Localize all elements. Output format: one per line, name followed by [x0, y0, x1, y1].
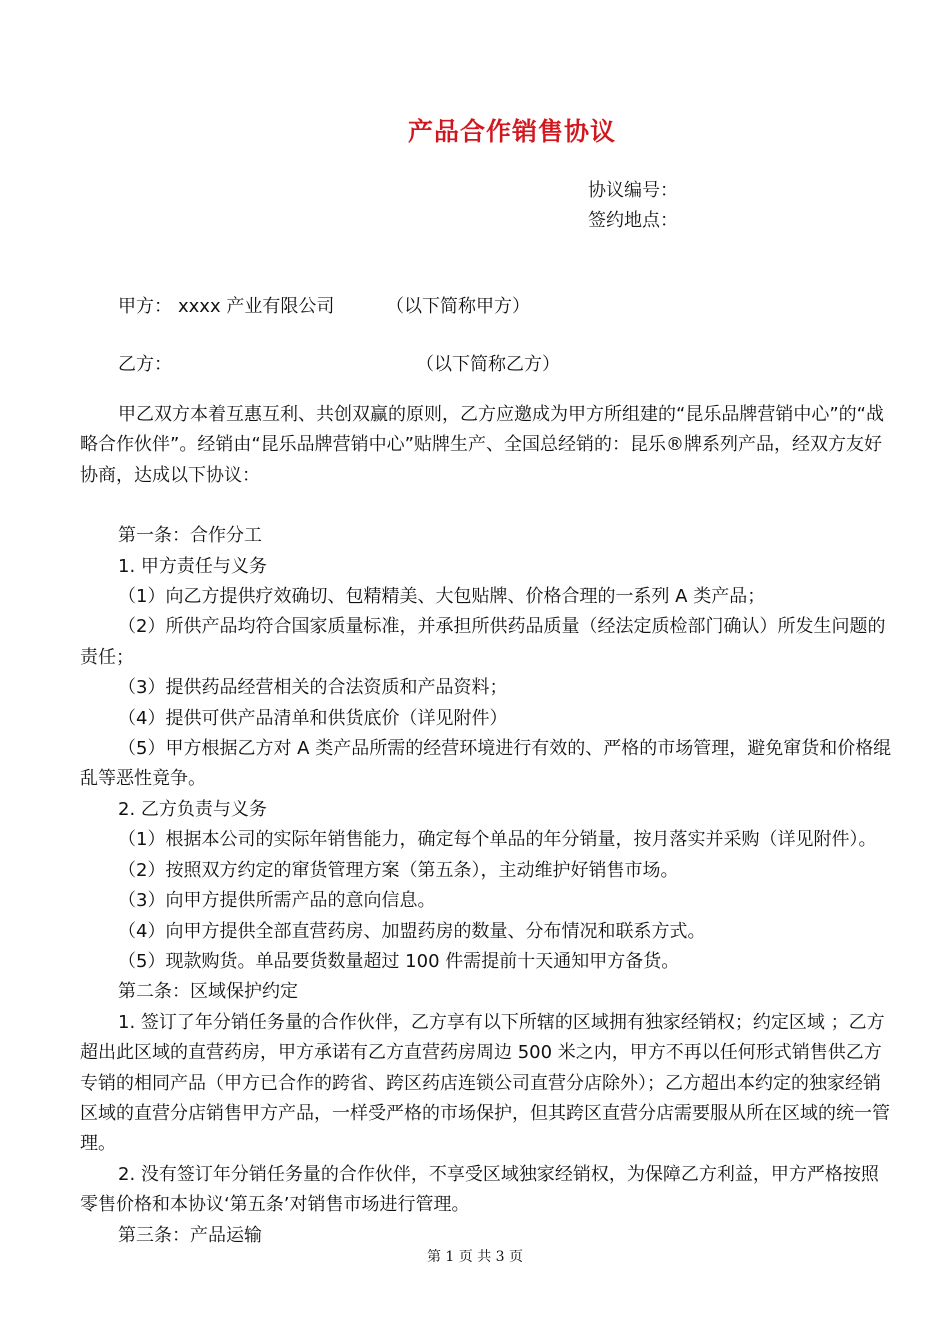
party-b-label: 乙方： [118, 354, 172, 375]
clause-item: 1. 签订了年分销任务量的合作伙伴，乙方享有以下所辖的区域拥有独家经销权；约定区域 ；乙方超出此区域的直营药房，甲方承诺有乙方直营药房周边 500 米之内，甲方不再以任何形式销售供乙方专销的相同产品（甲方已合作的跨省、跨区药店连锁公司直营分店除外）；乙方超出本约定的独家经销区域的直营分店销售甲方产品，一样受严格的市场保护，但其跨区直营分店需要服从所在区域的统一管理。 [80, 1011, 890, 1155]
clause-item: （3）提供药品经营相关的合法资质和产品资料； [118, 677, 508, 699]
party-a-name: xxxx 产业有限公司 [178, 296, 335, 317]
section-heading: 1. 甲方责任与义务 [118, 555, 267, 577]
clause-item: （5）甲方根据乙方对 A 类产品所需的经营环境进行有效的、严格的市场管理，避免窜货和价格绲乱等恶性竟争。 [80, 738, 892, 790]
party-a-row [118, 292, 530, 318]
clause-item: （1）根据本公司的实际年销售能力，确定每个单品的年分销量，按月落实并采购（详见附件）。 [118, 829, 877, 851]
clause-item: （4）提供可供产品清单和供货底价（详见附件） [118, 707, 508, 729]
party-a-label: 甲方： [118, 296, 172, 317]
clause-item: （4）向甲方提供全部直营药房、加盟药房的数量、分布情况和联系方式。 [118, 920, 706, 942]
signing-place-label: 签约地点： [588, 210, 678, 231]
article-1-heading: 第一条：合作分工 [118, 525, 262, 547]
intro-paragraph: 甲乙双方本着互惠互利、共创双赢的原则，乙方应邀成为甲方所组建的“昆乐品牌营销中心”的“战略合作伙伴”。经销由“昆乐品牌营销中心”贴牌生产、全国总经销的：昆乐®牌系列产品，经双方友好协商，达成以下协议： [80, 404, 884, 486]
page-footer: 第 1 页 共 3 页 [426, 1249, 524, 1265]
clause-item: （3）向甲方提供所需产品的意向信息。 [118, 890, 436, 912]
party-b-row [118, 350, 560, 376]
agreement-number-label: 协议编号： [588, 180, 678, 201]
article-2-heading: 第二条：区域保护约定 [118, 981, 298, 1003]
article-3-heading: 第三条：产品运输 [118, 1224, 262, 1246]
party-a-alias: （以下简称甲方） [386, 296, 530, 317]
clause-item: （1）向乙方提供疗效确切、包精精美、大包贴牌、价格合理的一系列 A 类产品； [118, 586, 766, 608]
clause-item: 2. 没有签订年分销任务量的合作伙伴，不享受区域独家经销权，为保障乙方利益，甲方严格按照零售价格和本协议‘第五条’对销售市场进行管理。 [80, 1163, 879, 1216]
clause-item: （5）现款购货。单品要货数量超过 100 件需提前十天通知甲方备货。 [118, 950, 680, 972]
agreement-body [80, 400, 892, 1251]
section-heading: 2. 乙方负责与义务 [118, 798, 267, 820]
document-title: 产品合作销售协议 [407, 117, 616, 146]
clause-item: （2）所供产品均符合国家质量标准，并承担所供药品质量（经法定质检部门确认）所发生问题的责任； [80, 616, 886, 668]
party-b-alias: （以下简称乙方） [416, 354, 560, 375]
clause-item: （2）按照双方约定的窜货管理方案（第五条），主动维护好销售市场。 [118, 859, 679, 881]
